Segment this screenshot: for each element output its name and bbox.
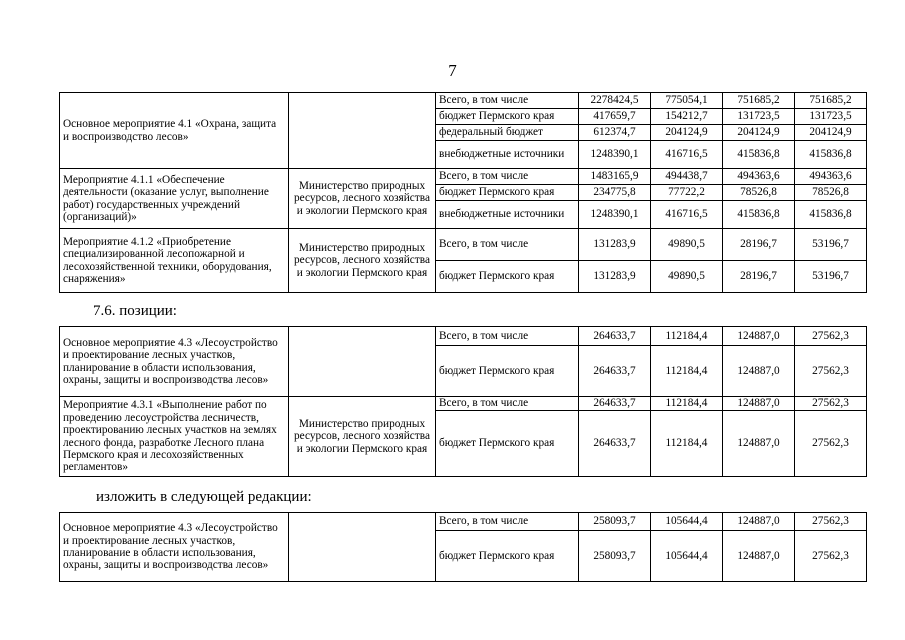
amount-cell: 131723,5 [723, 109, 795, 125]
amount-cell: 264633,7 [579, 397, 651, 411]
amount-cell: 112184,4 [651, 346, 723, 397]
funding-source: бюджет Пермского края [436, 531, 579, 582]
amount-cell: 494363,6 [723, 169, 795, 185]
section-heading-new-edition: изложить в следующей редакции: [96, 489, 312, 505]
funding-source: Всего, в том числе [436, 229, 579, 261]
funding-source: Всего, в том числе [436, 93, 579, 109]
amount-cell: 1248390,1 [579, 141, 651, 169]
funding-source: бюджет Пермского края [436, 411, 579, 477]
page-number: 7 [448, 61, 457, 80]
funding-source: Всего, в том числе [436, 327, 579, 346]
amount-cell: 112184,4 [651, 397, 723, 411]
amount-cell: 1248390,1 [579, 201, 651, 229]
executor [289, 93, 436, 169]
funding-table-current [59, 92, 867, 293]
amount-cell: 415836,8 [795, 201, 867, 229]
funding-source: Всего, в том числе [436, 513, 579, 531]
amount-cell: 751685,2 [723, 93, 795, 109]
amount-cell: 27562,3 [795, 397, 867, 411]
executor: Министерство природных ресурсов, лесного хозяйства и экологии Пермского края [289, 397, 436, 477]
amount-cell: 28196,7 [723, 229, 795, 261]
amount-cell: 27562,3 [795, 411, 867, 477]
amount-cell: 258093,7 [579, 513, 651, 531]
amount-cell: 27562,3 [795, 513, 867, 531]
funding-source: бюджет Пермского края [436, 346, 579, 397]
amount-cell: 78526,8 [795, 185, 867, 201]
section-heading-positions: 7.6. позиции: [93, 303, 177, 319]
amount-cell: 53196,7 [795, 229, 867, 261]
executor [289, 327, 436, 397]
amount-cell: 258093,7 [579, 531, 651, 582]
amount-cell: 124887,0 [723, 411, 795, 477]
funding-source: Всего, в том числе [436, 397, 579, 411]
amount-cell: 751685,2 [795, 93, 867, 109]
amount-cell: 494363,6 [795, 169, 867, 185]
funding-source: Всего, в том числе [436, 169, 579, 185]
activity-name: Мероприятие 4.1.2 «Приобретение специализированной лесопожарной и лесохозяйственной техники, оборудования, снаряжения» [60, 229, 289, 293]
amount-cell: 112184,4 [651, 327, 723, 346]
executor [289, 513, 436, 582]
activity-name: Основное мероприятие 4.3 «Лесоустройство и проектирование лесных участков, планирование в области использования, охраны, защиты и воспроизводства лесов» [60, 327, 289, 397]
amount-cell: 105644,4 [651, 531, 723, 582]
funding-source: бюджет Пермского края [436, 109, 579, 125]
amount-cell: 415836,8 [723, 141, 795, 169]
amount-cell: 264633,7 [579, 411, 651, 477]
amount-cell: 415836,8 [795, 141, 867, 169]
amount-cell: 124887,0 [723, 327, 795, 346]
amount-cell: 53196,7 [795, 261, 867, 293]
amount-cell: 105644,4 [651, 513, 723, 531]
activity-name: Мероприятие 4.3.1 «Выполнение работ по проведению лесоустройства лесничеств, проектированию лесных участков на землях лесного фонда, разработке Лесного плана Пермского края и лесохозяйственных регламентов» [60, 397, 289, 477]
activity-name: Основное мероприятие 4.3 «Лесоустройство и проектирование лесных участков, планирование в области использования, охраны, защиты и воспроизводства лесов» [60, 513, 289, 582]
amount-cell: 612374,7 [579, 125, 651, 141]
amount-cell: 124887,0 [723, 397, 795, 411]
funding-table-new-edition [59, 512, 867, 582]
amount-cell: 112184,4 [651, 411, 723, 477]
amount-cell: 131283,9 [579, 229, 651, 261]
amount-cell: 154212,7 [651, 109, 723, 125]
funding-table-positions [59, 326, 867, 477]
amount-cell: 49890,5 [651, 261, 723, 293]
amount-cell: 124887,0 [723, 346, 795, 397]
table-row [60, 513, 867, 531]
amount-cell: 2278424,5 [579, 93, 651, 109]
table-row [60, 229, 867, 261]
amount-cell: 124887,0 [723, 513, 795, 531]
amount-cell: 204124,9 [651, 125, 723, 141]
funding-source: бюджет Пермского края [436, 261, 579, 293]
amount-cell: 49890,5 [651, 229, 723, 261]
amount-cell: 131283,9 [579, 261, 651, 293]
amount-cell: 27562,3 [795, 327, 867, 346]
executor: Министерство природных ресурсов, лесного хозяйства и экологии Пермского края [289, 229, 436, 293]
amount-cell: 415836,8 [723, 201, 795, 229]
table-row [60, 93, 867, 109]
amount-cell: 204124,9 [795, 125, 867, 141]
amount-cell: 124887,0 [723, 531, 795, 582]
funding-source: внебюджетные источники [436, 201, 579, 229]
amount-cell: 264633,7 [579, 346, 651, 397]
funding-source: федеральный бюджет [436, 125, 579, 141]
table-row [60, 397, 867, 411]
amount-cell: 416716,5 [651, 201, 723, 229]
table-row [60, 327, 867, 346]
amount-cell: 264633,7 [579, 327, 651, 346]
amount-cell: 204124,9 [723, 125, 795, 141]
funding-source: бюджет Пермского края [436, 185, 579, 201]
funding-source: внебюджетные источники [436, 141, 579, 169]
amount-cell: 417659,7 [579, 109, 651, 125]
amount-cell: 1483165,9 [579, 169, 651, 185]
amount-cell: 131723,5 [795, 109, 867, 125]
amount-cell: 27562,3 [795, 531, 867, 582]
amount-cell: 494438,7 [651, 169, 723, 185]
amount-cell: 416716,5 [651, 141, 723, 169]
amount-cell: 234775,8 [579, 185, 651, 201]
amount-cell: 775054,1 [651, 93, 723, 109]
amount-cell: 27562,3 [795, 346, 867, 397]
activity-name: Основное мероприятие 4.1 «Охрана, защита и воспроизводство лесов» [60, 93, 289, 169]
executor: Министерство природных ресурсов, лесного хозяйства и экологии Пермского края [289, 169, 436, 229]
amount-cell: 78526,8 [723, 185, 795, 201]
amount-cell: 28196,7 [723, 261, 795, 293]
activity-name: Мероприятие 4.1.1 «Обеспечение деятельности (оказание услуг, выполнение работ) государственных учреждений (организаций)» [60, 169, 289, 229]
table-row [60, 169, 867, 185]
amount-cell: 77722,2 [651, 185, 723, 201]
